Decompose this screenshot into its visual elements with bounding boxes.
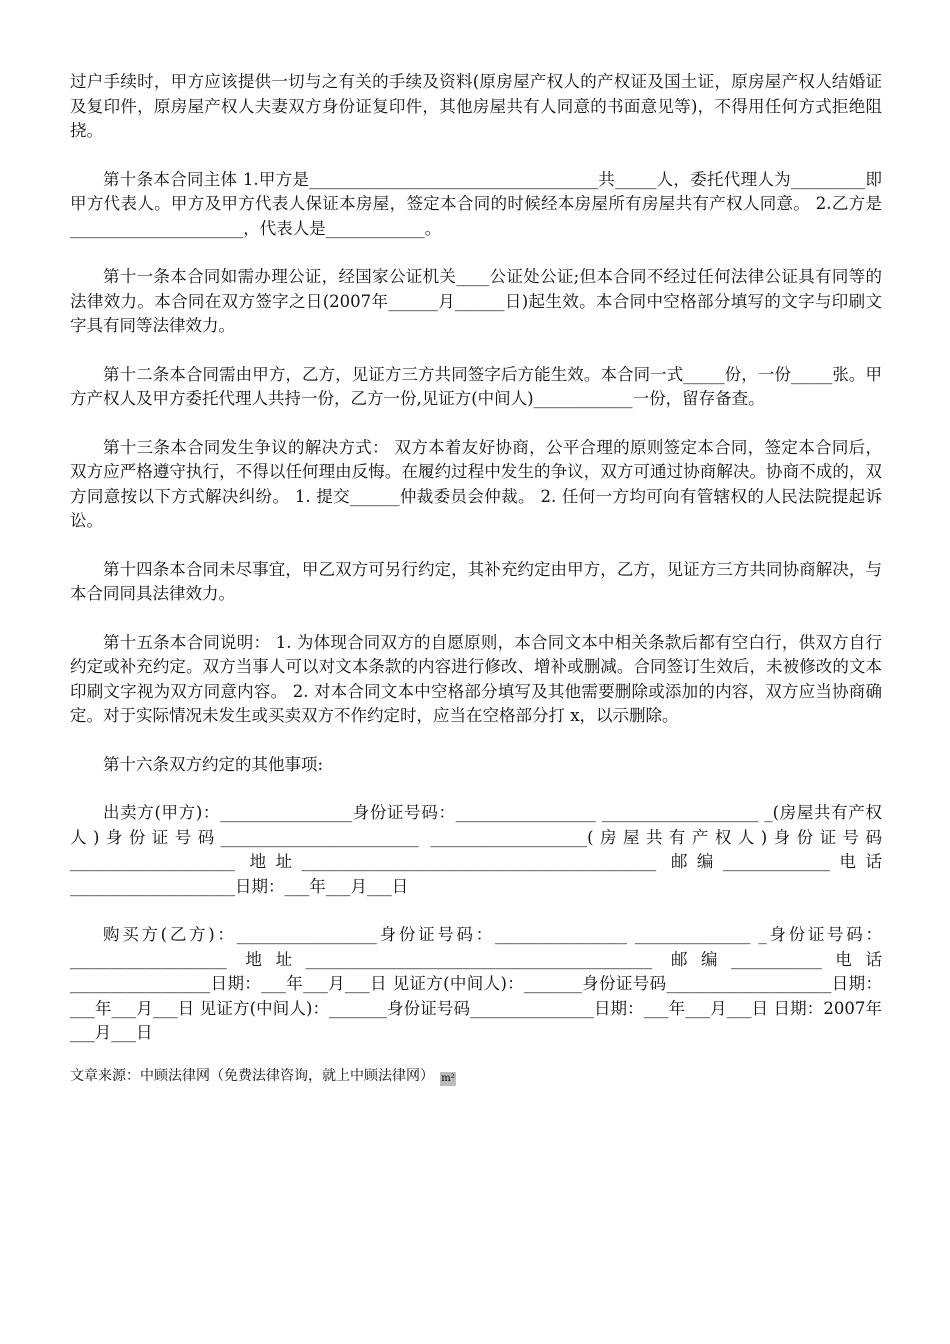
paragraph-buyer-signature: 购买方(乙方)：_________________身份证号码：________________ ______________ _身份证号码：___________________ 地址__________________________________________ 邮编___________电话_________________日期：___年___月___日 见证方(中间人)：_______身份证号码____________________日期：___年___月___日 见证方(中间人)：_______身份证号码_______________日期：___年___月___日 日期：2007年___月___日 (70, 925, 882, 1042)
document-page (70, 70, 882, 1086)
paragraph-article-16: 第十六条双方约定的其他事项: (103, 754, 324, 774)
paragraph-transfer-procedures: 过户手续时，甲方应该提供一切与之有关的手续及资料(原房屋产权人的产权证及国土证，原房屋产权人结婚证及复印件，原房屋产权人夫妻双方身份证复印件，其他房屋共有人同意的书面意见等)，不得用任何方式拒绝阻挠。 (70, 72, 882, 140)
paragraph-seller-signature: 出卖方(甲方)：________________身份证号码：_________________ ___________________ _(房屋共有产权人)身份证号码________________________ ___________________(房屋共有产权人)身份证号码____________________ 地址___________________________________________ 邮编_____________电话____________________日期：___年___月___日 (70, 803, 882, 896)
paragraph-article-11: 第十一条本合同如需办理公证，经国家公证机关____公证处公证;但本合同不经过任何法律公证具有同等的法律效力。本合同在双方签字之日(2007年______月______日)起生效。本合同中空格部分填写的文字与印刷文字具有同等法律效力。 (70, 267, 882, 335)
paragraph-article-14: 第十四条本合同未尽事宜，甲乙双方可另行约定，其补充约定由甲方，乙方，见证方三方共同协商解决，与本合同同具法律效力。 (70, 559, 882, 603)
paragraph-article-12: 第十二条本合同需由甲方，乙方，见证方三方共同签字后方能生效。本合同一式_____份，一份_____张。甲方产权人及甲方委托代理人共持一份，乙方一份,见证方(中间人)____________一份，留存备查。 (70, 364, 882, 408)
paragraph-article-13: 第十三条本合同发生争议的解决方式： 双方本着友好协商，公平合理的原则签定本合同，签定本合同后，双方应严格遵守执行，不得以任何理由反悔。在履约过程中发生的争议，双方可通过协商解决。协商不成的，双方同意按以下方式解决纠纷。 1. 提交______仲裁委员会仲裁。 2. 任何一方均可向有管辖权的人民法院提起诉讼。 (70, 437, 882, 530)
paragraph-article-10: 第十条本合同主体 1.甲方是___________________________________共_____人，委托代理人为_________即甲方代表人。甲方及甲方代表人保证本房屋，签定本合同的时候经本房屋所有房屋共有产权人同意。 2.乙方是_____________________，代表人是____________。 (70, 169, 882, 238)
m2-badge-icon: m² (441, 1072, 455, 1084)
paragraph-article-15: 第十五条本合同说明： 1. 为体现合同双方的自愿原则，本合同文本中相关条款后都有空白行，供双方自行约定或补充约定。双方当事人可以对文本条款的内容进行修改、增补或删减。合同签订生效后，未被修改的文本印刷文字视为双方同意内容。 2. 对本合同文本中空格部分填写及其他需要删除或添加的内容，双方应当协商确定。对于实际情况未发生或买卖双方不作约定时，应当在空格部分打 x，以示删除。 (70, 632, 882, 725)
source-line (70, 1066, 882, 1086)
source-text: 文章来源：中顾法律网（免费法律咨询，就上中顾法律网） (70, 1067, 434, 1084)
